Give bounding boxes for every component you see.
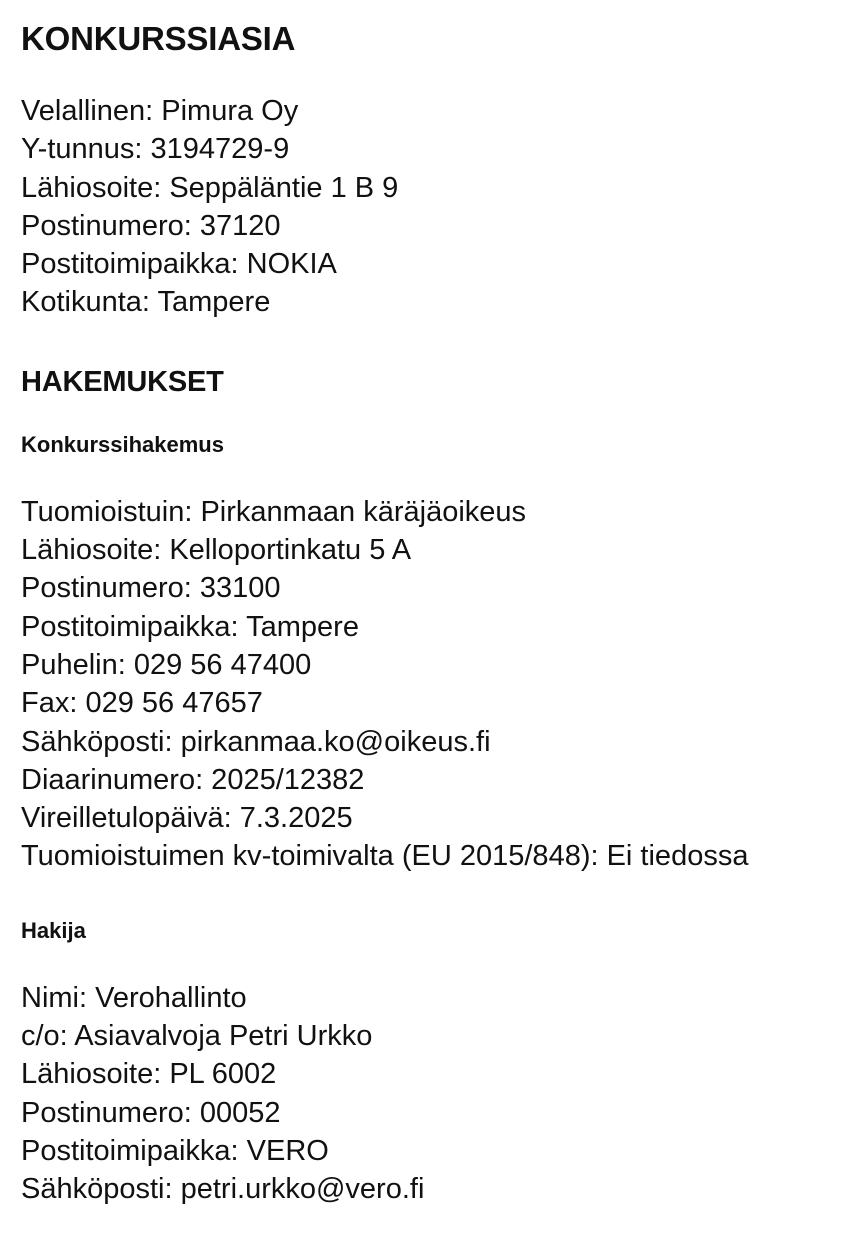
petition-line: Puhelin: 029 56 47400 <box>21 648 312 681</box>
petition-line: Diaarinumero: 2025/12382 <box>21 763 365 796</box>
applicant-line: Postinumero: 00052 <box>21 1096 281 1129</box>
applicant-heading: Hakija <box>21 917 86 943</box>
applicant-line: c/o: Asiavalvoja Petri Urkko <box>21 1020 373 1053</box>
petition-line: Vireilletulopäivä: 7.3.2025 <box>21 802 353 835</box>
petition-line: Tuomioistuimen kv-toimivalta (EU 2015/848): Ei tiedossa <box>21 840 749 873</box>
applicant-line: Lähiosoite: PL 6002 <box>21 1058 277 1091</box>
applicant-line: Postitoimipaikka: VERO <box>21 1134 329 1167</box>
petition-line: Sähköposti: pirkanmaa.ko@oikeus.fi <box>21 725 491 758</box>
applicant-line: Sähköposti: petri.urkko@vero.fi <box>21 1173 425 1206</box>
debtor-line: Postinumero: 37120 <box>21 209 281 242</box>
debtor-line: Postitoimipaikka: NOKIA <box>21 248 337 281</box>
debtor-line: Velallinen: Pimura Oy <box>21 95 299 127</box>
applications-heading: HAKEMUKSET <box>21 365 224 398</box>
petition-line: Fax: 029 56 47657 <box>21 687 263 720</box>
page-title: KONKURSSIASIA <box>21 20 296 57</box>
debtor-line: Kotikunta: Tampere <box>21 286 271 319</box>
applicant-line: Nimi: Verohallinto <box>21 981 247 1014</box>
applicant-details <box>21 979 860 1209</box>
debtor-details <box>21 92 860 322</box>
debtor-line: Y-tunnus: 3194729-9 <box>21 133 290 166</box>
petition-line: Lähiosoite: Kelloportinkatu 5 A <box>21 534 412 567</box>
petition-line: Postitoimipaikka: Tampere <box>21 610 359 643</box>
petition-heading: Konkurssihakemus <box>21 431 224 457</box>
petition-details <box>21 493 860 876</box>
petition-line: Tuomioistuin: Pirkanmaan käräjäoikeus <box>21 495 527 528</box>
debtor-line: Lähiosoite: Seppäläntie 1 B 9 <box>21 171 399 204</box>
petition-line: Postinumero: 33100 <box>21 572 281 605</box>
